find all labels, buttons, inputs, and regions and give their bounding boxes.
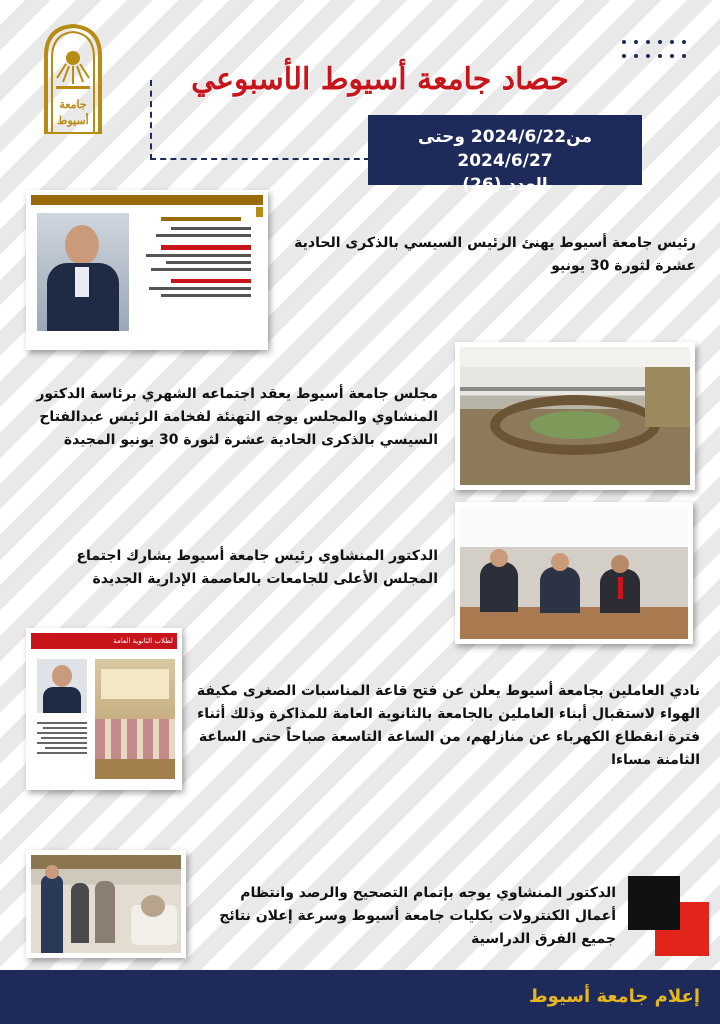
svg-text:أسيوط: أسيوط	[57, 114, 89, 127]
news-item-1: رئيس جامعة أسيوط يهنئ الرئيس السيسي بالذكرى الحادية عشرة لثورة 30 يونيو	[294, 235, 696, 274]
issue-number: العدد (26)	[462, 175, 548, 195]
study-hall-poster	[31, 633, 177, 785]
decorative-black-square	[628, 876, 680, 930]
news-image-1	[26, 190, 268, 350]
news-image-2	[455, 342, 695, 490]
news-item-3: الدكتور المنشاوي رئيس جامعة أسيوط يشارك اجتماع المجلس الأعلى للجامعات بالعاصمة الإدارية الجديدة	[76, 548, 438, 587]
page-title: حصاد جامعة أسيوط الأسبوعي	[191, 62, 569, 97]
date-range-box	[368, 115, 642, 195]
footer-label: إعلام جامعة أسيوط	[528, 986, 700, 1007]
congratulation-card-image	[31, 195, 263, 345]
news-item-5: الدكتور المنشاوي يوجه بإتمام التصحيح والرصد وانتظام أعمال الكنترولات بكليات جامعة أسيوط وسرعة إعلان نتائج جميع الفرق الدراسية	[219, 885, 616, 947]
decorative-dots	[620, 38, 690, 78]
council-meeting-photo	[460, 347, 690, 485]
supreme-council-photo	[460, 507, 688, 639]
news-image-4	[26, 628, 182, 790]
university-logo	[42, 22, 104, 134]
date-range: من2024/6/22 وحتى 2024/6/27	[418, 127, 592, 171]
news-item-4: نادي العاملين بجامعة أسيوط يعلن عن فتح قاعة المناسبات الصغرى مكيفة الهواء لاستقبال أبناء العاملين بالجامعة بالثانوية العامة للمذاكرة وذلك أثناء فترة انقطاع الكهرباء عن منازلهم، من الساعة التاسعة صباحاً حتى الساعة الثامنة مساءا	[196, 683, 700, 768]
poster-tag: لطلاب الثانوية العامة	[113, 637, 173, 645]
decorative-dashed-line	[150, 158, 370, 160]
news-item-2: مجلس جامعة أسيوط يعقد اجتماعه الشهري برئاسة الدكتور المنشاوي والمجلس يوجه التهنئة لفخامة الرئيس عبدالفتاح السيسي بالذكرى الحادية عشرة لثورة 30 يونيو المجيدة	[36, 386, 438, 448]
news-image-3	[455, 502, 693, 644]
news-image-5	[26, 850, 186, 958]
exam-control-photo	[31, 855, 181, 953]
svg-text:جامعة: جامعة	[59, 98, 87, 111]
